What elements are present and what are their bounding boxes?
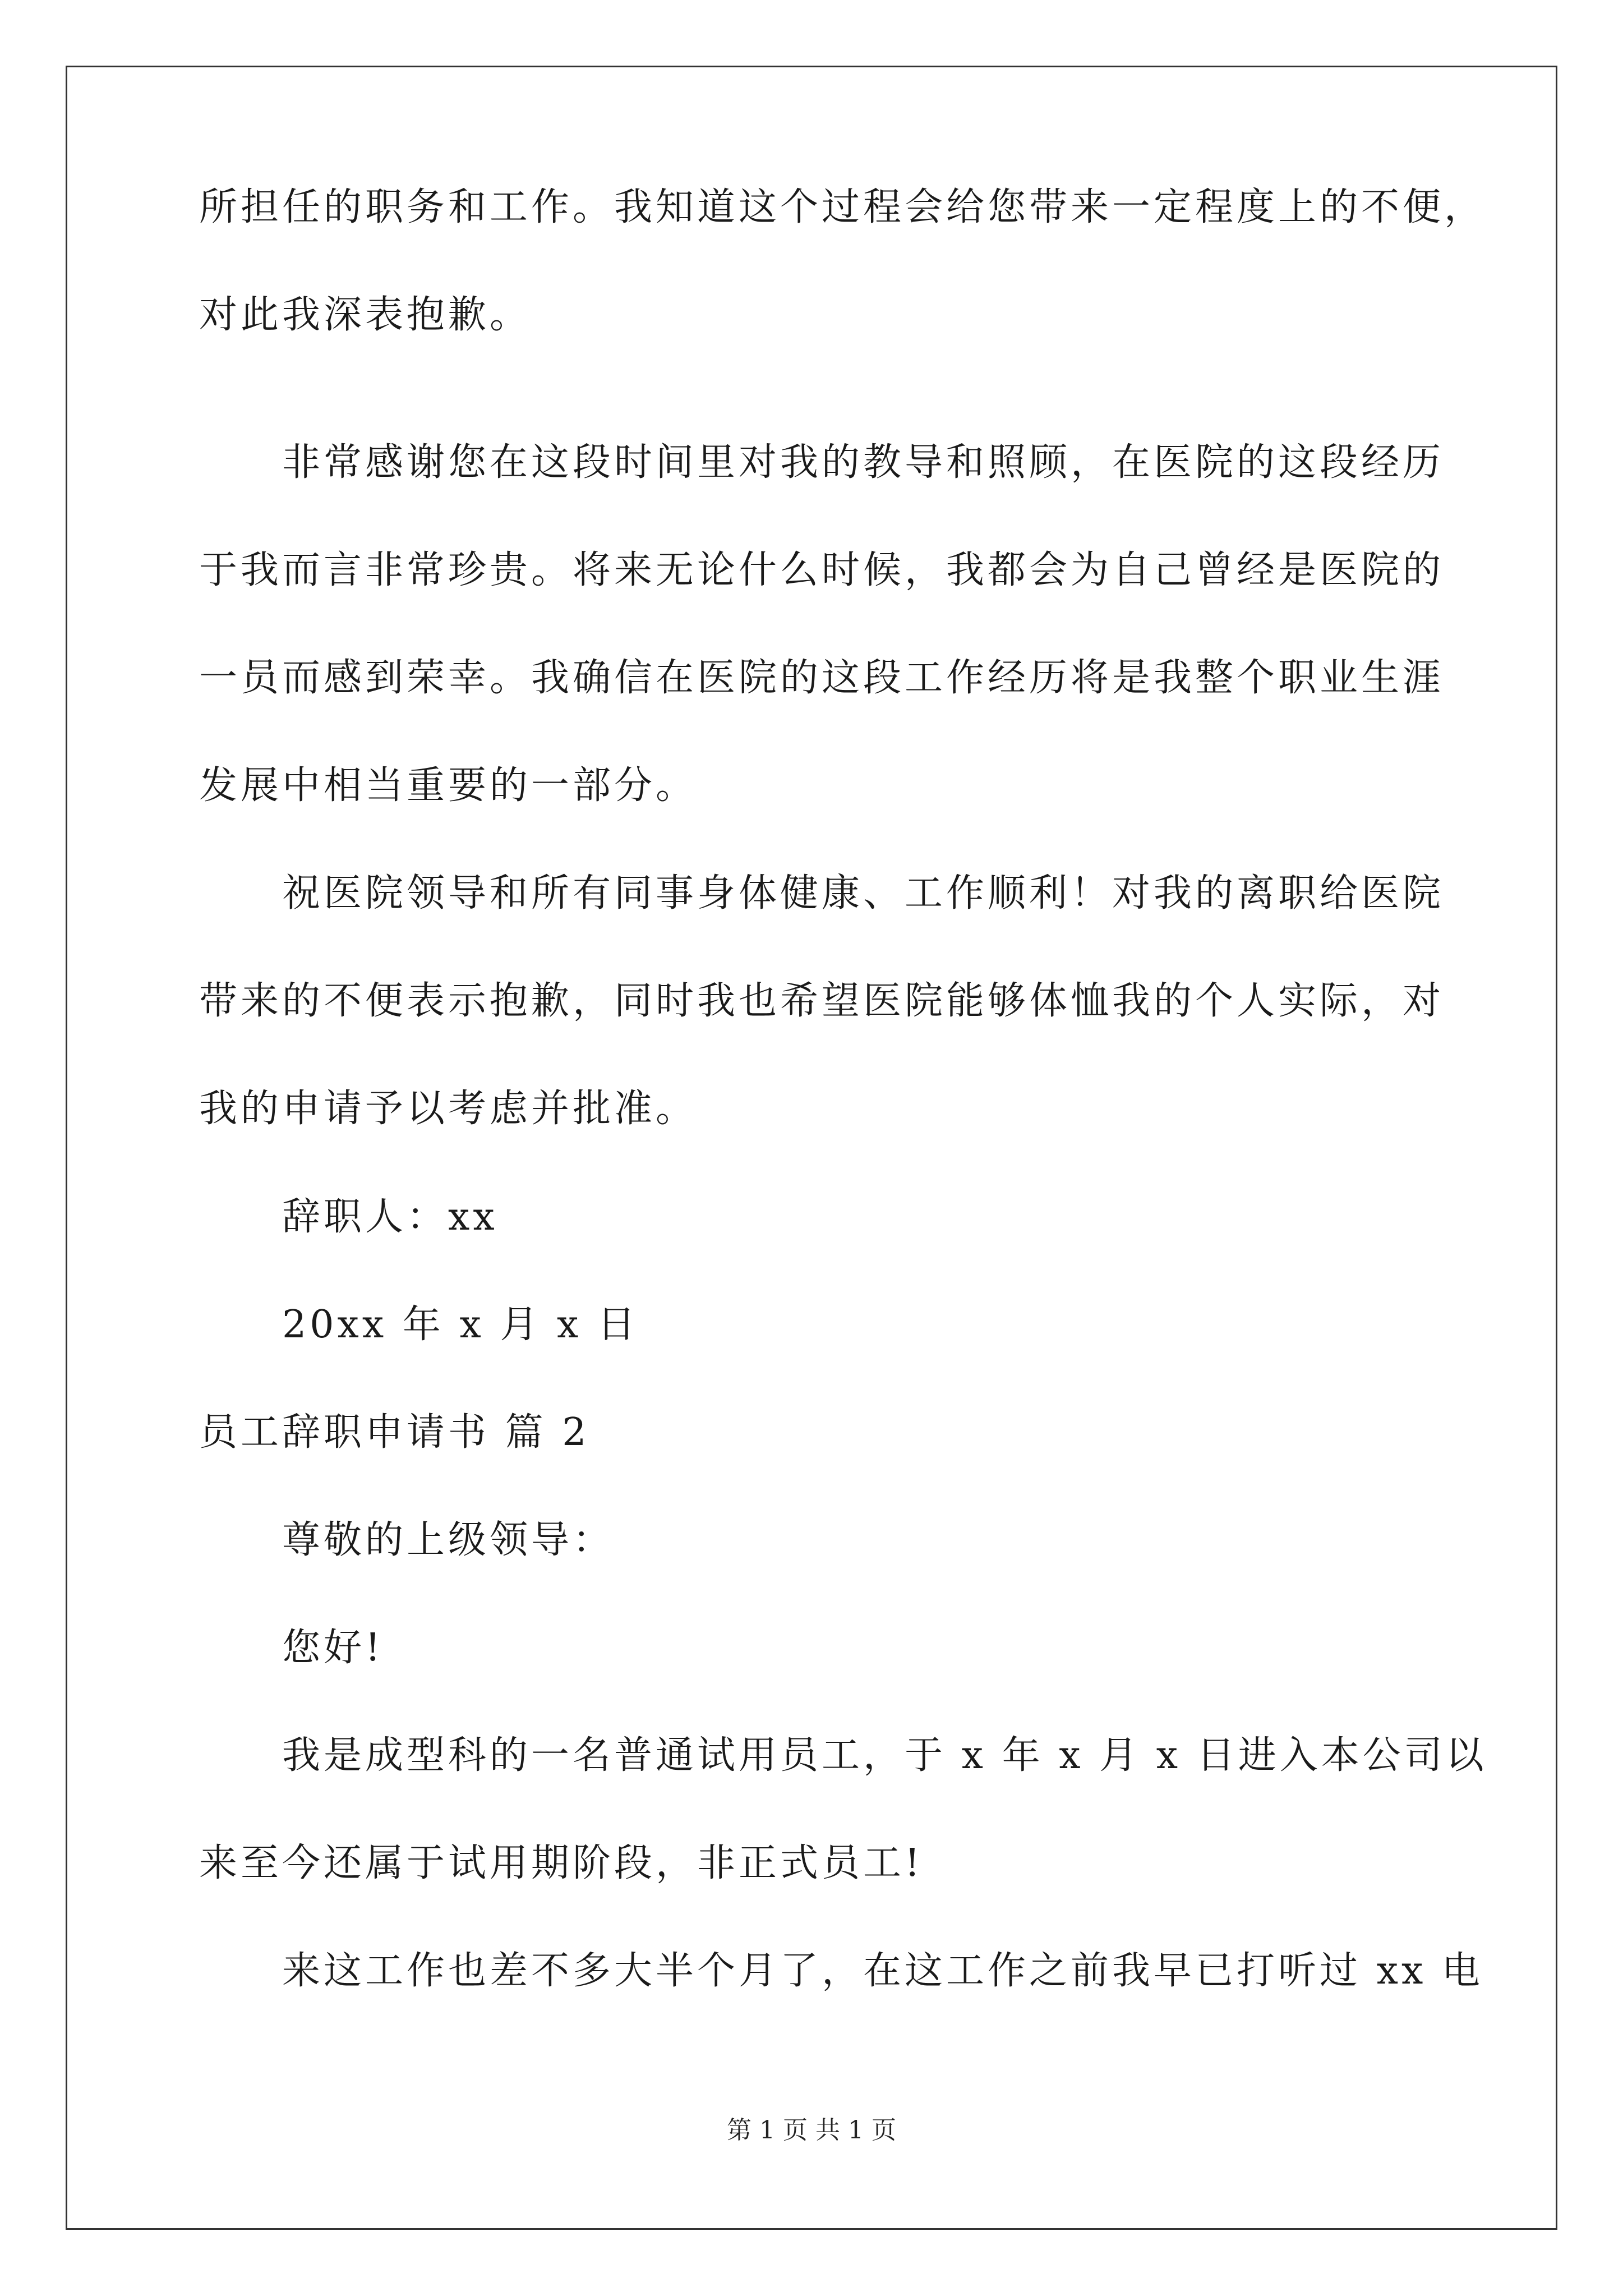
page-number-footer: 第 1 页 共 1 页 [727, 2116, 896, 2145]
section-heading: 员工辞职申请书 篇 2 [199, 1410, 590, 1455]
text-line: 我的申请予以考虑并批准。 [199, 1087, 698, 1131]
paragraph-start-line: 祝医院领导和所有同事身体健康、工作顺利！对我的离职给医院 [282, 871, 1445, 915]
text-line: 对此我深表抱歉。 [199, 293, 532, 337]
signature-line: 辞职人：xx [282, 1195, 498, 1239]
text-line: 一员而感到荣幸。我确信在医院的这段工作经历将是我整个职业生涯 [199, 656, 1445, 700]
text-line: 来至今还属于试用期阶段，非正式员工! [199, 1841, 924, 1885]
date-line: 20xx 年 x 月 x 日 [282, 1303, 639, 1347]
text-line: 发展中相当重要的一部分。 [199, 763, 698, 808]
text-line: 所担任的职务和工作。我知道这个过程会给您带来一定程度上的不便， [199, 185, 1486, 229]
salutation-line: 尊敬的上级领导： [282, 1518, 615, 1562]
text-line: 带来的不便表示抱歉，同时我也希望医院能够体恤我的个人实际，对 [199, 979, 1445, 1023]
text-line: 于我而言非常珍贵。将来无论什么时候，我都会为自己曾经是医院的 [199, 548, 1445, 592]
paragraph-start-line: 非常感谢您在这段时间里对我的教导和照顾，在医院的这段经历 [282, 440, 1445, 485]
page-border [66, 66, 1557, 2230]
greeting-line: 您好! [282, 1626, 384, 1670]
paragraph-start-line: 我是成型科的一名普通试用员工，于 x 年 x 月 x 日进入本公司以 [282, 1733, 1487, 1778]
paragraph-start-line: 来这工作也差不多大半个月了，在这工作之前我早已打听过 xx 电 [282, 1949, 1483, 1993]
